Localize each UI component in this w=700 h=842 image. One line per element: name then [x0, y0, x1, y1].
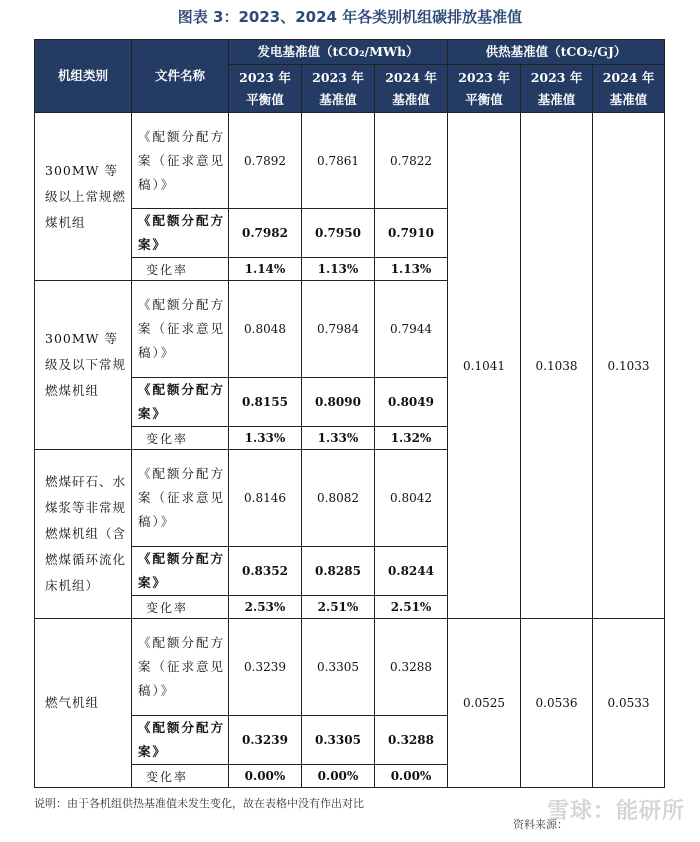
rate-cell: 1.13% — [375, 258, 448, 281]
rate-cell: 2.51% — [375, 596, 448, 619]
header-row-1 — [35, 40, 665, 65]
final-doc-cell: 《配额分配方案》 — [132, 209, 229, 258]
source-label: 资料来源： — [513, 818, 568, 831]
value-cell: 0.8244 — [375, 547, 448, 596]
draft-doc-cell: 《配额分配方案（征求意见稿）》 — [132, 619, 229, 716]
rate-cell: 2.51% — [302, 596, 375, 619]
rate-cell: 1.32% — [375, 427, 448, 450]
value-cell: 0.7984 — [302, 281, 375, 378]
watermark: 雪球：能研所 — [547, 799, 686, 824]
header-category: 机组类别 — [35, 40, 132, 113]
value-cell: 0.7944 — [375, 281, 448, 378]
table-note: 说明：由于各机组供热基准值未发生变化，故在表格中没有作出对比 — [34, 797, 364, 810]
rate-cell: 0.00% — [229, 765, 302, 788]
heat-value-cell: 0.0525 — [448, 619, 521, 788]
rate-cell: 1.14% — [229, 258, 302, 281]
heat-value-cell: 0.1033 — [593, 113, 665, 619]
value-cell: 0.8090 — [302, 378, 375, 427]
final-doc-cell: 《配额分配方案》 — [132, 378, 229, 427]
value-cell: 0.3305 — [302, 716, 375, 765]
value-cell: 0.8146 — [229, 450, 302, 547]
header-document: 文件名称 — [132, 40, 229, 113]
rate-cell: 2.53% — [229, 596, 302, 619]
category-cell: 300MW 等级及以下常规燃煤机组 — [35, 281, 132, 450]
rate-cell: 0.00% — [375, 765, 448, 788]
table-row — [35, 619, 665, 716]
rate-cell: 1.33% — [229, 427, 302, 450]
rate-label-cell: 变化率 — [132, 765, 229, 788]
value-cell: 0.7910 — [375, 209, 448, 258]
heat-value-cell: 0.0536 — [521, 619, 593, 788]
value-cell: 0.3239 — [229, 619, 302, 716]
value-cell: 0.3288 — [375, 716, 448, 765]
value-cell: 0.7950 — [302, 209, 375, 258]
value-cell: 0.8049 — [375, 378, 448, 427]
final-doc-cell: 《配额分配方案》 — [132, 547, 229, 596]
header-power-2023-base: 2023 年 基准值 — [302, 65, 375, 113]
table-row — [35, 113, 665, 209]
category-cell: 燃气机组 — [35, 619, 132, 788]
rate-cell: 0.00% — [302, 765, 375, 788]
value-cell: 0.8352 — [229, 547, 302, 596]
value-cell: 0.7892 — [229, 113, 302, 209]
draft-doc-cell: 《配额分配方案（征求意见稿）》 — [132, 450, 229, 547]
value-cell: 0.3305 — [302, 619, 375, 716]
value-cell: 0.8042 — [375, 450, 448, 547]
final-doc-cell: 《配额分配方案》 — [132, 716, 229, 765]
header-power-2023-balance: 2023 年 平衡值 — [229, 65, 302, 113]
rate-label-cell: 变化率 — [132, 596, 229, 619]
value-cell: 0.7861 — [302, 113, 375, 209]
baseline-table — [34, 39, 665, 788]
header-heat-group: 供热基准值（tCO₂/GJ） — [448, 40, 665, 65]
value-cell: 0.7982 — [229, 209, 302, 258]
header-heat-2024-base: 2024 年 基准值 — [593, 65, 665, 113]
header-heat-2023-base: 2023 年 基准值 — [521, 65, 593, 113]
header-heat-2023-balance: 2023 年 平衡值 — [448, 65, 521, 113]
category-cell: 燃煤矸石、水煤浆等非常规燃煤机组（含燃煤循环流化床机组） — [35, 450, 132, 619]
rate-label-cell: 变化率 — [132, 427, 229, 450]
draft-doc-cell: 《配额分配方案（征求意见稿）》 — [132, 281, 229, 378]
page-title: 图表 3：2023、2024 年各类别机组碳排放基准值 — [177, 8, 523, 26]
rate-cell: 1.33% — [302, 427, 375, 450]
value-cell: 0.8048 — [229, 281, 302, 378]
category-cell: 300MW 等级以上常规燃煤机组 — [35, 113, 132, 281]
value-cell: 0.3288 — [375, 619, 448, 716]
heat-value-cell: 0.1041 — [448, 113, 521, 619]
heat-value-cell: 0.0533 — [593, 619, 665, 788]
value-cell: 0.7822 — [375, 113, 448, 209]
rate-label-cell: 变化率 — [132, 258, 229, 281]
value-cell: 0.8155 — [229, 378, 302, 427]
value-cell: 0.8082 — [302, 450, 375, 547]
header-power-group: 发电基准值（tCO₂/MWh） — [229, 40, 448, 65]
header-power-2024-base: 2024 年 基准值 — [375, 65, 448, 113]
value-cell: 0.3239 — [229, 716, 302, 765]
rate-cell: 1.13% — [302, 258, 375, 281]
heat-value-cell: 0.1038 — [521, 113, 593, 619]
value-cell: 0.8285 — [302, 547, 375, 596]
draft-doc-cell: 《配额分配方案（征求意见稿）》 — [132, 113, 229, 209]
